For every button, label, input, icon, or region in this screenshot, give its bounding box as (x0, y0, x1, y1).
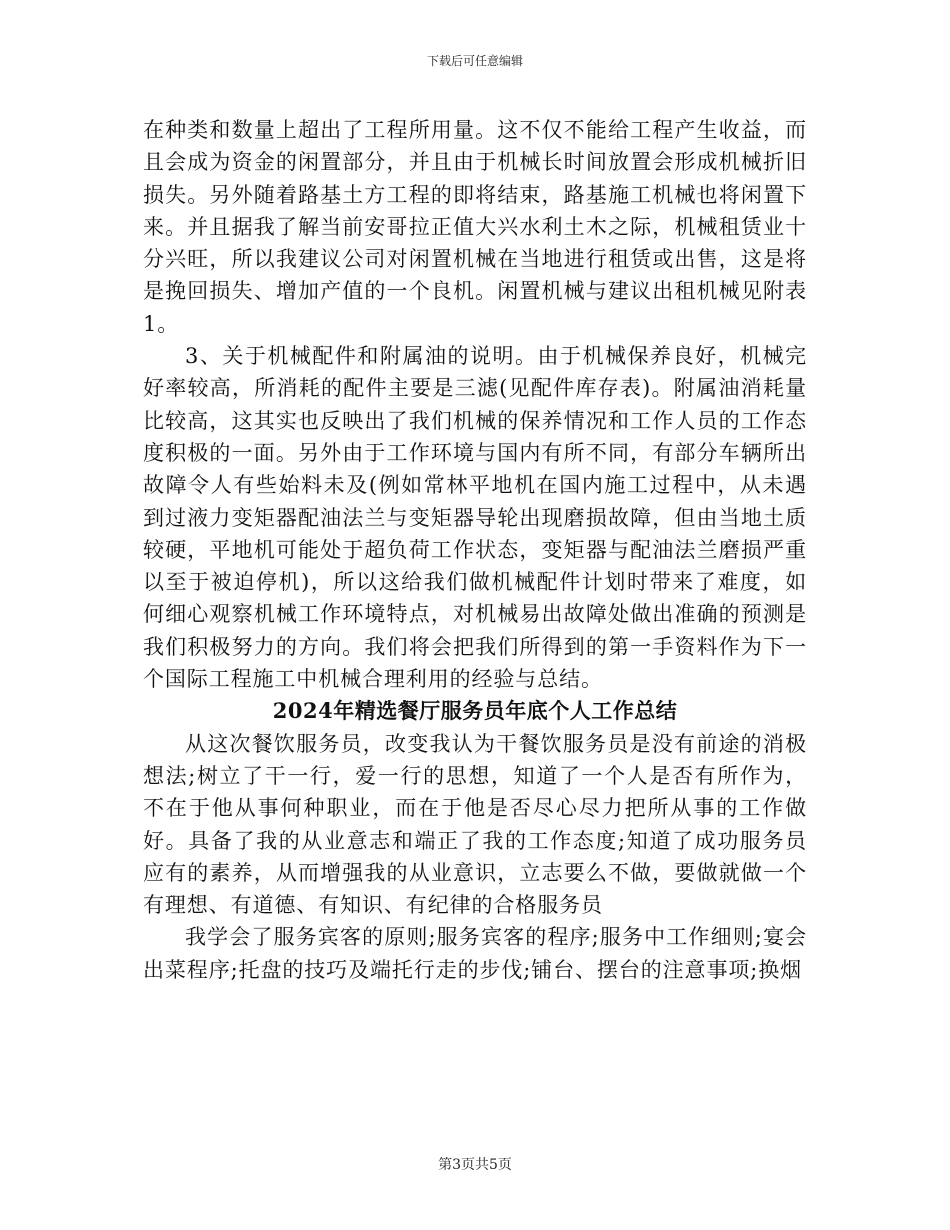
paragraph-waiter-mindset: 从这次餐饮服务员，改变我认为干餐饮服务员是没有前途的消极想法;树立了干一行，爱一行的思想，知道了一个人是否有所作为，不在于他从事何种职业，而在于他是否尽心尽力把所从事的工作做好。具备了我的从业意志和端正了我的工作态度;知道了成功服务员应有的素养，从而增强我的从业意识，立志要么不做，要做就做一个有理想、有道德、有知识、有纪律的合格服务员 (143, 731, 807, 918)
section-title: 2024年精选餐厅服务员年底个人工作总结 (272, 698, 678, 724)
paragraph-continuation: 在种类和数量上超出了工程所用量。这不仅不能给工程产生收益，而且会成为资金的闲置部分，并且由于机械长时间放置会形成机械折旧损失。另外随着路基土方工程的即将结束，路基施工机械也将闲置下来。并且据我了解当前安哥拉正值大兴水利土木之际，机械租赁业十分兴旺，所以我建议公司对闲置机械在当地进行租赁或出售，这是将是挽回损失、增加产值的一个良机。闲置机械与建议出租机械见附表1。 (143, 118, 807, 336)
page-header: 下载后可任意编辑 (426, 54, 523, 68)
document-body (143, 114, 807, 986)
paragraph-machine-parts: 3、关于机械配件和附属油的说明。由于机械保养良好，机械完好率较高，所消耗的配件主要是三滤(见配件库存表)。附属油消耗量比较高，这其实也反映出了我们机械的保养情况和工作人员的工作态度积极的一面。另外由于工作环境与国内有所不同，有部分车辆所出故障令人有些始料未及(例如常林平地机在国内施工过程中，从未遇到过液力变矩器配油法兰与变矩器导轮出现磨损故障，但由当地土质较硬，平地机可能处于超负荷工作状态，变矩器与配油法兰磨损严重以至于被迫停机)，所以这给我们做机械配件计划时带来了难度，如何细心观察机械工作环境特点，对机械易出故障处做出准确的预测是我们积极努力的方向。我们将会把我们所得到的第一手资料作为下一个国际工程施工中机械合理利用的经验与总结。 (143, 344, 807, 692)
paragraph-service-skills: 我学会了服务宾客的原则;服务宾客的程序;服务中工作细则;宴会出菜程序;托盘的技巧及端托行走的步伐;铺台、摆台的注意事项;换烟 (143, 925, 807, 982)
page-number: 第3页共5页 (438, 1157, 512, 1173)
